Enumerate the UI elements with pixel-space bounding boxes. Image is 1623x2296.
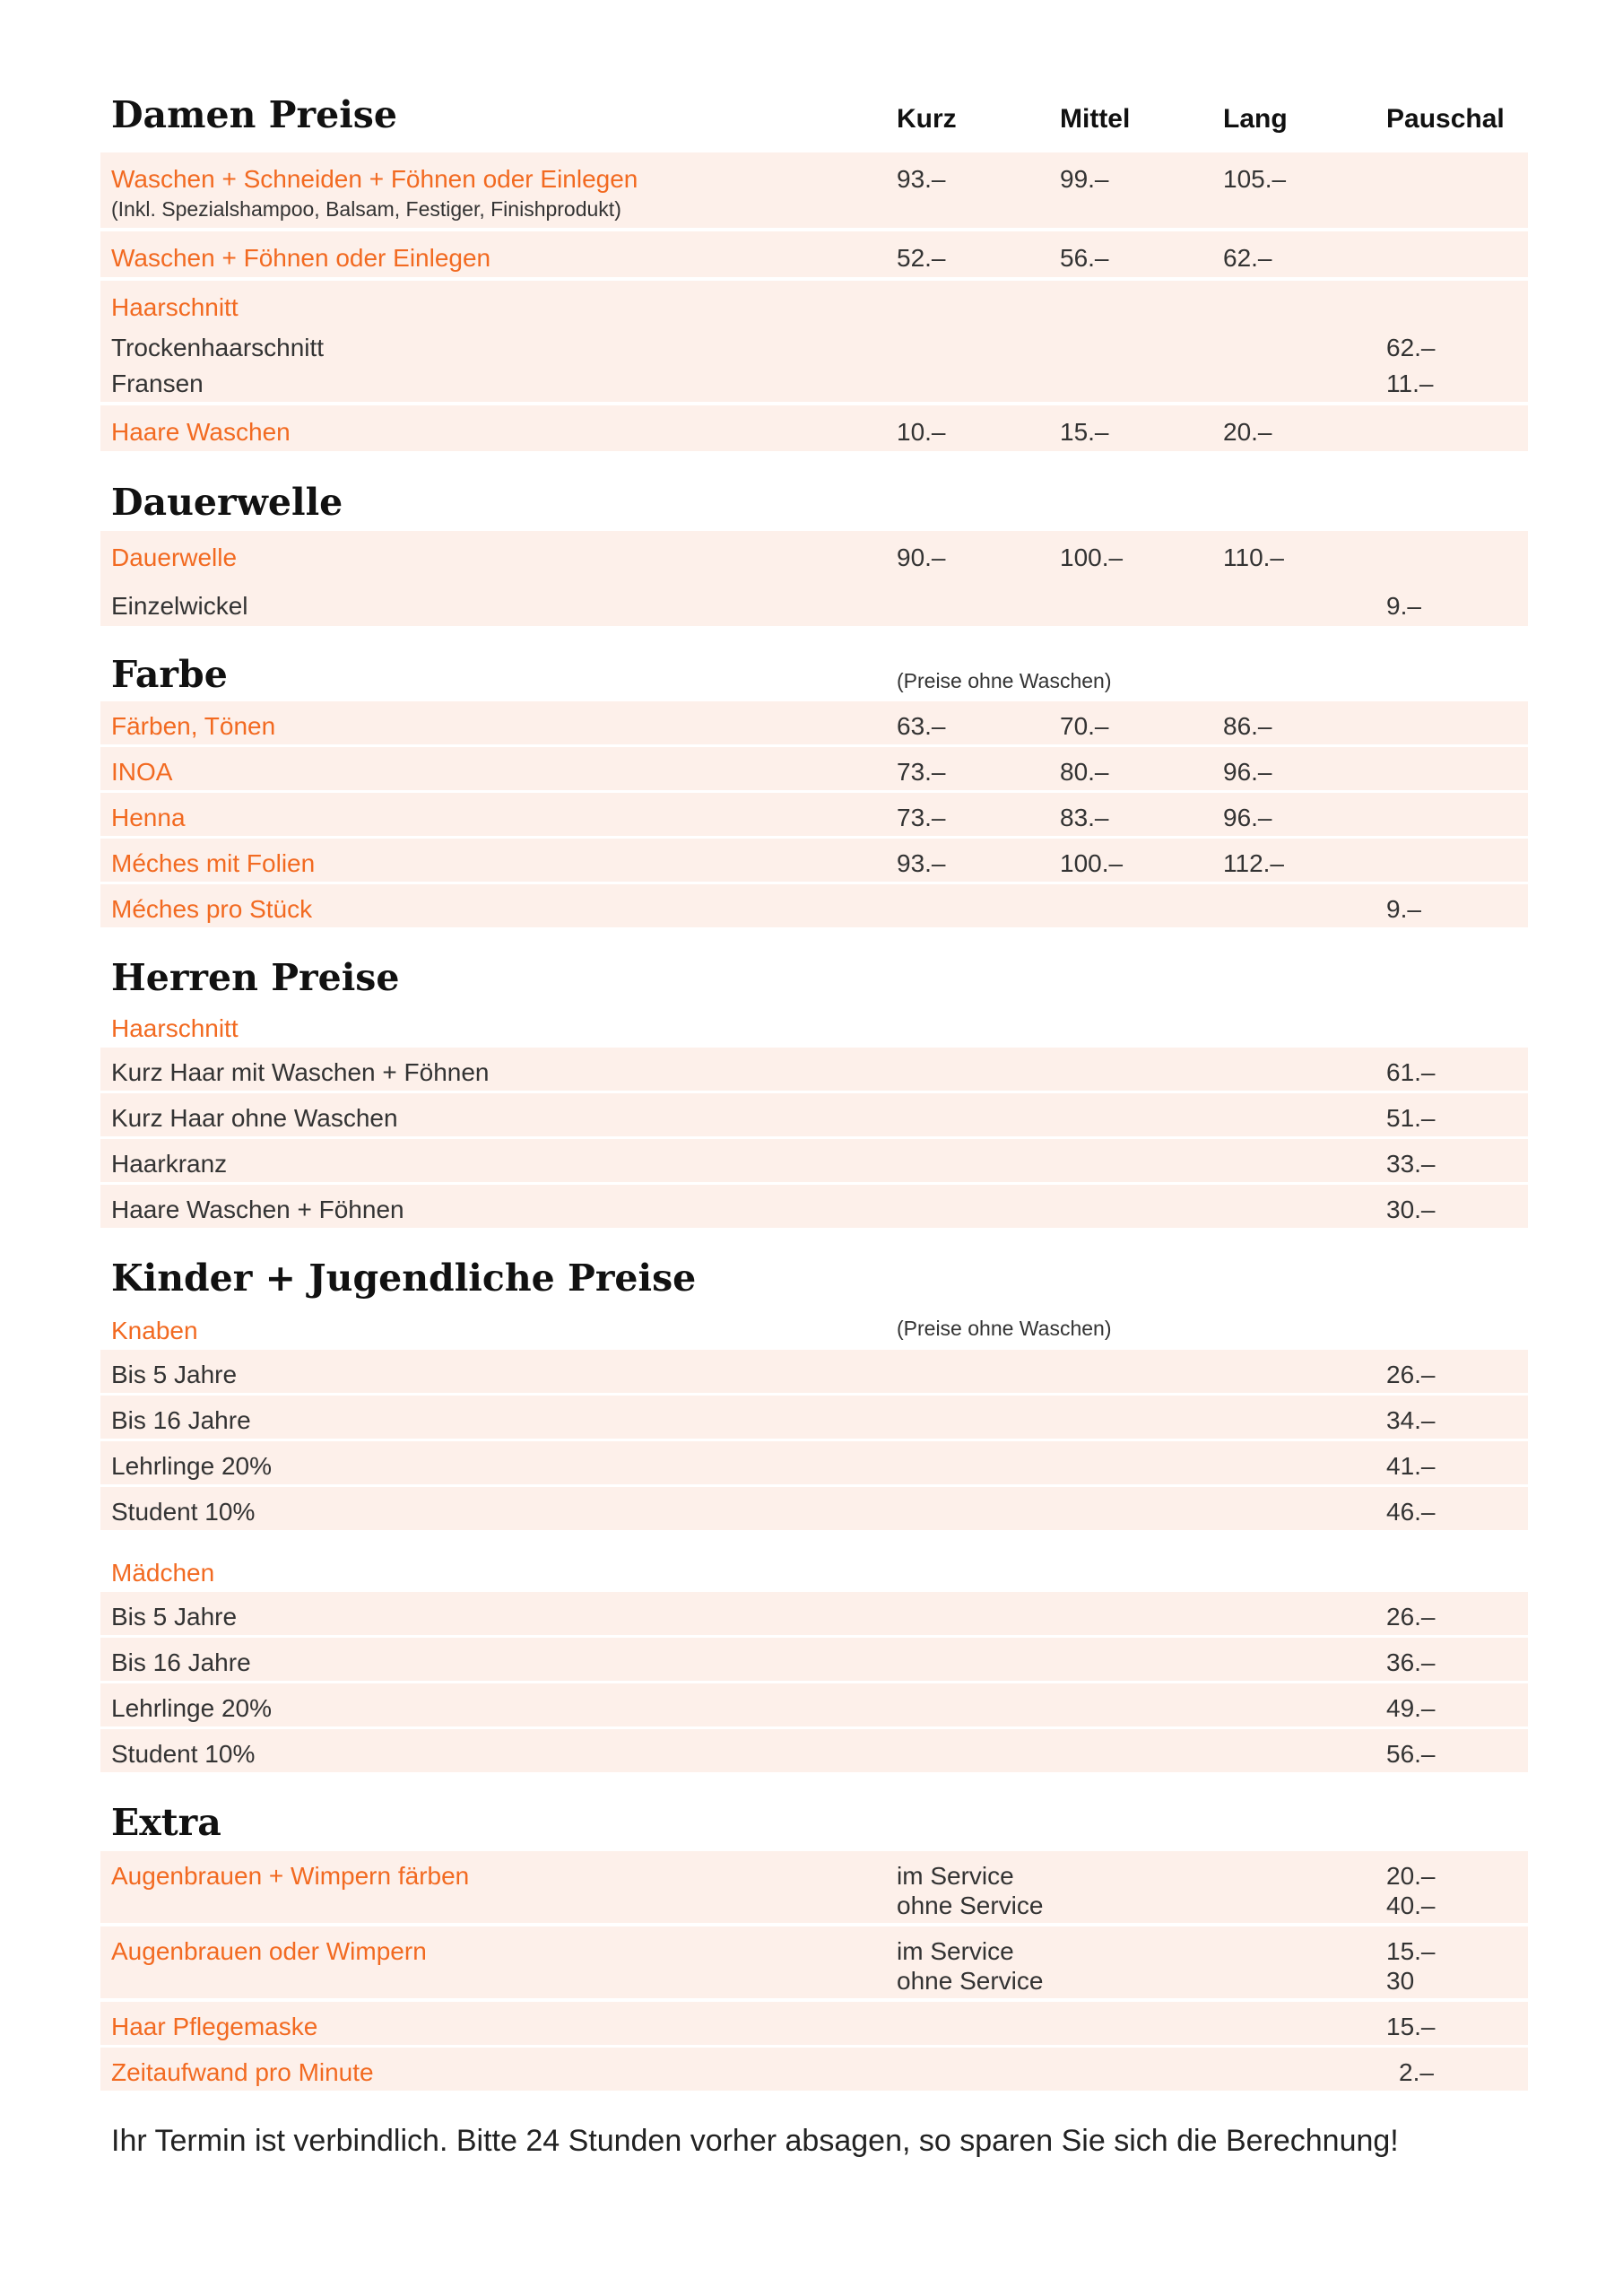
subheading-maedchen: Mädchen [111,1559,215,1587]
price-lang: 86.– [1223,712,1272,740]
price-row [100,1638,1528,1681]
price-pauschal: 26.– [1386,1603,1436,1631]
price-kurz: 52.– [897,244,946,272]
price-mittel: 15.– [1060,418,1109,446]
price-lang: 110.– [1223,544,1284,571]
price-pauschal: 30 [1386,1967,1415,1995]
price-row [100,1350,1528,1393]
service-item: Lehrlinge 20% [111,1694,273,1722]
service-title: Waschen + Föhnen oder Einlegen [111,244,491,272]
price-row [100,793,1528,836]
price-row [100,884,1528,927]
service-item: Einzelwickel [111,592,248,620]
price-mittel: 56.– [1060,244,1109,272]
price-row [100,1487,1528,1530]
price-row [100,1396,1528,1439]
price-kurz: 73.– [897,804,946,831]
service-item: Haarkranz [111,1150,228,1178]
price-row [100,701,1528,744]
price-row [100,1048,1528,1091]
price-row [100,839,1528,882]
service-option: ohne Service [897,1892,1044,1919]
price-pauschal: 34.– [1386,1406,1436,1434]
service-item: Student 10% [111,1498,256,1526]
price-mittel: 70.– [1060,712,1109,740]
service-title: Haare Waschen [111,418,291,446]
service-option: im Service [897,1862,1014,1890]
price-mittel: 83.– [1060,804,1109,831]
column-header-pauschal: Pauschal [1386,104,1505,134]
column-header-mittel: Mittel [1060,104,1131,134]
price-pauschal: 15.– [1386,2013,1436,2040]
service-item: Student 10% [111,1740,256,1768]
price-row [100,1683,1528,1726]
service-item: Bis 16 Jahre [111,1406,251,1434]
price-row [100,152,1528,228]
section-heading-extra: Extra [111,1801,221,1844]
service-item: Haare Waschen + Föhnen [111,1196,404,1223]
price-pauschal: 46.– [1386,1498,1436,1526]
price-pauschal: 11.– [1386,370,1434,397]
service-title: Waschen + Schneiden + Föhnen oder Einlegen [111,165,638,193]
price-pauschal: 40.– [1386,1892,1436,1919]
price-lang: 96.– [1223,758,1272,786]
service-title: Méches mit Folien [111,849,316,877]
service-title: Augenbrauen oder Wimpern [111,1937,427,1965]
price-lang: 105.– [1223,165,1287,193]
price-pauschal: 15.– [1386,1937,1436,1965]
price-row [100,1851,1528,1923]
price-mittel: 99.– [1060,165,1109,193]
section-heading-herren: Herren Preise [111,956,400,999]
price-lang: 20.– [1223,418,1272,446]
price-pauschal: 49.– [1386,1694,1436,1722]
price-mittel: 100.– [1060,849,1124,877]
footer-note: Ihr Termin ist verbindlich. Bitte 24 Stunden vorher absagen, so sparen Sie sich die Berechnung! [111,2124,1399,2158]
price-pauschal: 56.– [1386,1740,1436,1768]
price-kurz: 90.– [897,544,946,571]
price-lang: 96.– [1223,804,1272,831]
service-item: Bis 16 Jahre [111,1648,251,1676]
price-pauschal: 26.– [1386,1361,1436,1388]
price-lang: 62.– [1223,244,1272,272]
price-pauschal: 9.– [1386,592,1421,620]
price-mittel: 80.– [1060,758,1109,786]
service-title: Dauerwelle [111,544,238,571]
service-item: Fransen [111,370,204,397]
service-title: Augenbrauen + Wimpern färben [111,1862,470,1890]
price-pauschal: 20.– [1386,1862,1436,1890]
price-lang: 112.– [1223,849,1284,877]
price-pauschal: 30.– [1386,1196,1436,1223]
price-kurz: 63.– [897,712,946,740]
service-title: Haar Pflegemaske [111,2013,318,2040]
service-description: (Inkl. Spezialshampoo, Balsam, Festiger, Finishprodukt) [111,197,621,221]
section-heading-dauerwelle: Dauerwelle [111,481,343,524]
price-row [100,747,1528,790]
price-row [100,1926,1528,1998]
subheading-knaben: Knaben [111,1317,198,1344]
price-row [100,531,1528,626]
price-row [100,1139,1528,1182]
price-row [100,2048,1528,2091]
section-heading-kinder: Kinder + Jugendliche Preise [111,1257,697,1300]
service-title: Méches pro Stück [111,895,313,923]
section-heading-damen: Damen Preise [111,93,397,136]
price-row [100,1729,1528,1772]
price-row [100,1441,1528,1484]
service-item: Trockenhaarschnitt [111,334,325,361]
note-ohne-waschen: (Preise ohne Waschen) [897,1317,1112,1340]
price-pauschal: 61.– [1386,1058,1436,1086]
service-title: Zeitaufwand pro Minute [111,2058,374,2086]
price-pauschal: 2.– [1399,2058,1434,2086]
service-item: Kurz Haar ohne Waschen [111,1104,398,1132]
service-option: im Service [897,1937,1014,1965]
service-title: Haarschnitt [111,293,239,321]
column-header-kurz: Kurz [897,104,957,134]
service-item: Bis 5 Jahre [111,1361,238,1388]
service-title: Henna [111,804,186,831]
price-row [100,231,1528,277]
service-item: Kurz Haar mit Waschen + Föhnen [111,1058,490,1086]
price-kurz: 73.– [897,758,946,786]
price-pauschal: 33.– [1386,1150,1436,1178]
service-title: Färben, Tönen [111,712,276,740]
price-row [100,405,1528,451]
service-item: Lehrlinge 20% [111,1452,273,1480]
price-row [100,281,1528,402]
section-heading-farbe: Farbe [111,653,228,696]
price-kurz: 93.– [897,165,946,193]
service-option: ohne Service [897,1967,1044,1995]
price-row [100,1093,1528,1136]
price-pauschal: 36.– [1386,1648,1436,1676]
price-pauschal: 41.– [1386,1452,1436,1480]
note-ohne-waschen: (Preise ohne Waschen) [897,669,1112,692]
service-title: INOA [111,758,173,786]
price-row [100,1592,1528,1635]
price-kurz: 93.– [897,849,946,877]
price-mittel: 100.– [1060,544,1124,571]
price-pauschal: 9.– [1386,895,1421,923]
price-row [100,2002,1528,2045]
price-kurz: 10.– [897,418,946,446]
price-row [100,1185,1528,1228]
column-header-lang: Lang [1223,104,1288,134]
price-pauschal: 62.– [1386,334,1436,361]
service-item: Bis 5 Jahre [111,1603,238,1631]
price-pauschal: 51.– [1386,1104,1436,1132]
subheading-haarschnitt: Haarschnitt [111,1014,239,1042]
